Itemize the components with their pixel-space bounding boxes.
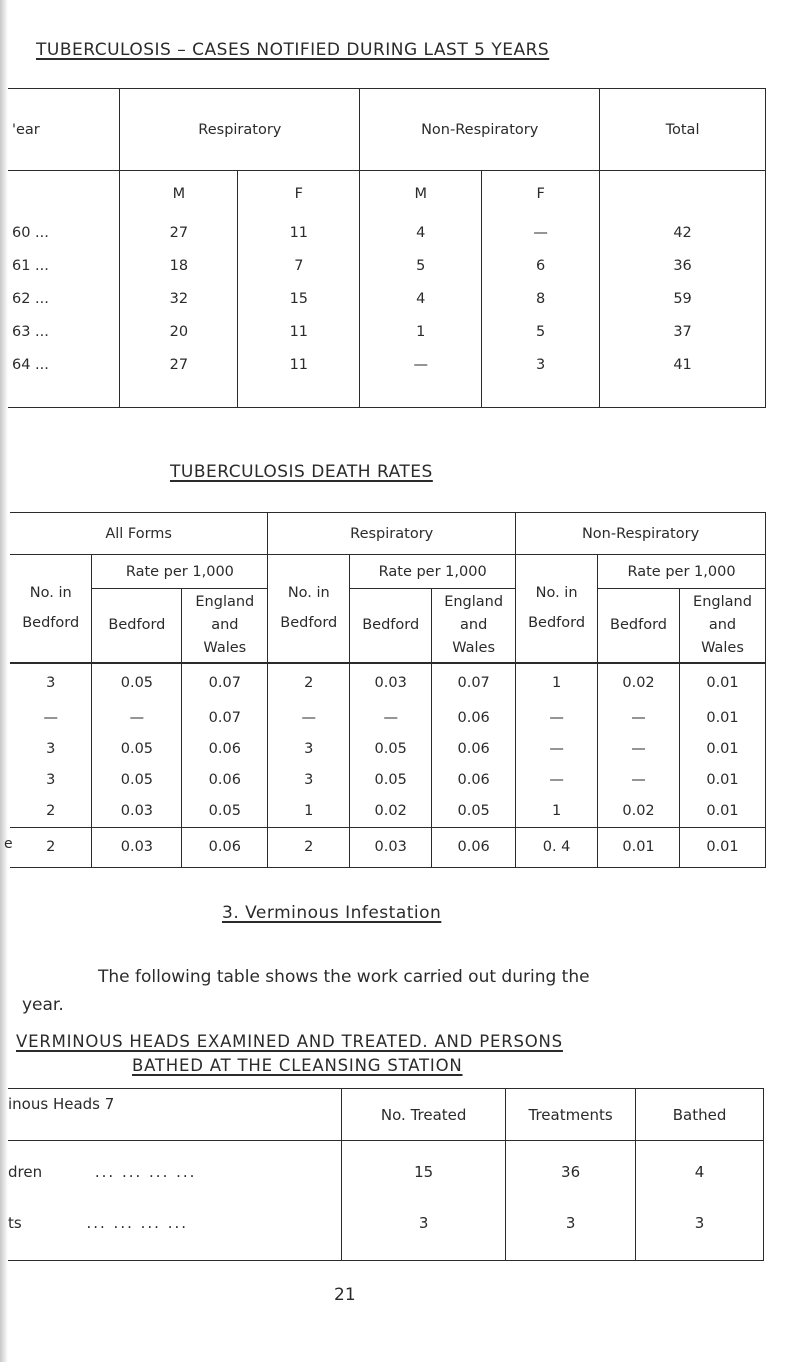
- nonresp-m-cell: 5: [360, 250, 482, 283]
- table-row: [10, 765, 766, 796]
- bedford-label: Bedford: [22, 615, 80, 632]
- and-label: and: [460, 616, 488, 633]
- nonresp-f-cell: 8: [482, 283, 600, 316]
- spacer-cell: [636, 1243, 764, 1261]
- leader-dots: ... ... ... ...: [94, 1162, 197, 1181]
- average-row: [10, 827, 766, 867]
- spacer-cell: [342, 1243, 506, 1261]
- no-in-label: No. in: [29, 585, 72, 602]
- year-cell: 64 ...: [8, 349, 120, 382]
- table-cell: 1: [516, 663, 598, 703]
- bathed-header: Bathed: [636, 1089, 764, 1141]
- no-in-label: No. in: [287, 585, 330, 602]
- nonresp-m-cell: 4: [360, 283, 482, 316]
- england-wales-header: [679, 589, 765, 663]
- table-cell: 0.05: [350, 734, 432, 765]
- england-label: England: [195, 593, 255, 610]
- table-cell: 0.05: [182, 796, 268, 828]
- resp-f-cell: 7: [238, 250, 360, 283]
- year-sub-blank: [8, 171, 120, 217]
- no-in-bedford-header: [268, 555, 350, 663]
- table-cell: 0.01: [679, 796, 765, 828]
- table-row: [8, 316, 766, 349]
- non-respiratory-header: Non-Respiratory: [360, 89, 600, 171]
- table-cell: 1: [516, 796, 598, 828]
- nonresp-m-header: M: [360, 171, 482, 217]
- table-cell: 0.07: [182, 703, 268, 734]
- year-cell: 60 ...: [8, 217, 120, 250]
- table-cell: [4, 827, 92, 867]
- nonresp-m-cell: —: [360, 349, 482, 382]
- death-rates-table: [4, 512, 766, 868]
- table-row: [8, 217, 766, 250]
- cases-notified-title: TUBERCULOSIS – CASES NOTIFIED DURING LAST 5 YEARS: [36, 40, 550, 60]
- table-cell: 0.07: [182, 663, 268, 703]
- nonresp-f-cell: —: [482, 217, 600, 250]
- row-label: dren: [8, 1162, 43, 1181]
- table-cell: 0.05: [432, 796, 516, 828]
- no-in-bedford-header: [516, 555, 598, 663]
- nonresp-m-cell: 4: [360, 217, 482, 250]
- resp-f-cell: 11: [238, 316, 360, 349]
- verminous-table: [8, 1088, 764, 1261]
- year-cell: 63 ...: [8, 316, 120, 349]
- table-cell: 0.06: [432, 703, 516, 734]
- spacer-cell: [8, 382, 120, 408]
- table-cell: 0.06: [432, 734, 516, 765]
- england-label: England: [693, 593, 752, 610]
- table-cell: 15: [342, 1141, 506, 1203]
- table-row: [8, 1203, 764, 1243]
- and-label: and: [211, 616, 239, 633]
- table-row: [10, 796, 766, 828]
- leader-dots: ... ... ... ...: [86, 1213, 189, 1232]
- total-cell: 36: [600, 250, 766, 283]
- year-cell: 62 ...: [8, 283, 120, 316]
- row-label-cell: [8, 1203, 342, 1243]
- table-cell: 0.03: [92, 827, 182, 867]
- wales-label: Wales: [203, 639, 247, 656]
- table-cell: 2: [268, 827, 350, 867]
- table-cell: 1: [268, 796, 350, 828]
- spacer-cell: [120, 382, 238, 408]
- paragraph-line-1: The following table shows the work carried out during the: [98, 967, 590, 987]
- table-row: [8, 1141, 764, 1203]
- death-rates-title: TUBERCULOSIS DEATH RATES: [170, 462, 433, 482]
- total-cell: 37: [600, 316, 766, 349]
- table-cell: 0.01: [679, 663, 765, 703]
- spacer-cell: [506, 1243, 636, 1261]
- table-cell: 3: [10, 765, 92, 796]
- spacer-cell: [600, 382, 766, 408]
- table-row: [8, 250, 766, 283]
- table-cell: 0.05: [350, 765, 432, 796]
- resp-f-cell: 11: [238, 217, 360, 250]
- england-wales-header: [432, 589, 516, 663]
- table-cell: 0.01: [679, 765, 765, 796]
- spacer-cell: [360, 382, 482, 408]
- table-cell: 3: [268, 734, 350, 765]
- nonresp-f-cell: 5: [482, 316, 600, 349]
- spacer-cell: [238, 382, 360, 408]
- total-header: Total: [600, 89, 766, 171]
- total-cell: 41: [600, 349, 766, 382]
- wales-label: Wales: [701, 639, 744, 656]
- resp-f-cell: 11: [238, 349, 360, 382]
- table-cell: 0.06: [182, 827, 268, 867]
- table-row: [10, 734, 766, 765]
- table-row: [10, 703, 766, 734]
- non-respiratory-header: Non-Respiratory: [516, 513, 766, 555]
- bedford-col-header: Bedford: [598, 589, 680, 663]
- nonresp-f-header: F: [482, 171, 600, 217]
- resp-f-header: F: [238, 171, 360, 217]
- table-cell: 3: [636, 1203, 764, 1243]
- nonresp-f-cell: 6: [482, 250, 600, 283]
- spacer-cell: [482, 382, 600, 408]
- respiratory-header: Respiratory: [268, 513, 516, 555]
- table-cell: 0.06: [432, 827, 516, 867]
- bedford-col-header: Bedford: [350, 589, 432, 663]
- table-cell: 0.06: [432, 765, 516, 796]
- total-cell: 59: [600, 283, 766, 316]
- no-in-bedford-header: [10, 555, 92, 663]
- resp-m-cell: 27: [120, 217, 238, 250]
- nonresp-f-cell: 3: [482, 349, 600, 382]
- england-label: England: [444, 593, 504, 610]
- resp-m-cell: 20: [120, 316, 238, 349]
- table-cell: 0.01: [679, 734, 765, 765]
- rate-header: Rate per 1,000: [350, 555, 516, 589]
- table-cell: 0.02: [598, 796, 680, 828]
- cases-notified-table: [8, 88, 766, 408]
- table-cell: 0.02: [598, 663, 680, 703]
- table-cell: 0.06: [182, 734, 268, 765]
- table-cell: 0.07: [432, 663, 516, 703]
- nonresp-m-cell: 1: [360, 316, 482, 349]
- first-header: inous Heads 7: [8, 1089, 342, 1141]
- row-label-cell: [8, 1141, 342, 1203]
- spacer-cell: [8, 1243, 342, 1261]
- table-cell: 3: [10, 734, 92, 765]
- verminous-heading: 3. Verminous Infestation: [222, 903, 442, 923]
- table-cell: 0.01: [598, 827, 680, 867]
- respiratory-header: Respiratory: [120, 89, 360, 171]
- table-cell: 0.05: [92, 734, 182, 765]
- table-cell: —: [516, 734, 598, 765]
- verminous-table-title-1: VERMINOUS HEADS EXAMINED AND TREATED. AND PERSONS: [16, 1032, 563, 1051]
- table-cell: —: [516, 703, 598, 734]
- table-cell: 3: [10, 663, 92, 703]
- table-cell: 3: [506, 1203, 636, 1243]
- total-cell: 42: [600, 217, 766, 250]
- table-row: [8, 283, 766, 316]
- table-cell: 0.03: [92, 796, 182, 828]
- bedford-label: Bedford: [280, 615, 338, 632]
- rate-header: Rate per 1,000: [598, 555, 766, 589]
- table-cell: —: [350, 703, 432, 734]
- resp-f-cell: 15: [238, 283, 360, 316]
- all-forms-header: All Forms: [10, 513, 268, 555]
- table-cell: 3: [342, 1203, 506, 1243]
- table-row: [8, 349, 766, 382]
- rate-header: Rate per 1,000: [92, 555, 268, 589]
- page-edge: [0, 0, 8, 1362]
- table-cell: —: [598, 703, 680, 734]
- table-cell: 0.05: [92, 765, 182, 796]
- table-cell: —: [92, 703, 182, 734]
- resp-m-cell: 18: [120, 250, 238, 283]
- table-cell: —: [598, 765, 680, 796]
- row-label-fragment: e: [4, 835, 13, 852]
- no-treated-header: No. Treated: [342, 1089, 506, 1141]
- resp-m-header: M: [120, 171, 238, 217]
- row-label: ts: [8, 1213, 22, 1232]
- table-cell: 0. 4: [516, 827, 598, 867]
- bedford-label: Bedford: [528, 615, 586, 632]
- treatments-header: Treatments: [506, 1089, 636, 1141]
- table-cell: 0.05: [92, 663, 182, 703]
- total-sub-blank: [600, 171, 766, 217]
- table-cell: 4: [636, 1141, 764, 1203]
- table-cell: 3: [268, 765, 350, 796]
- table-cell: 2: [268, 663, 350, 703]
- table-row: [10, 663, 766, 703]
- table-cell: 0.01: [679, 827, 765, 867]
- table-cell: 0.03: [350, 827, 432, 867]
- year-cell: 61 ...: [8, 250, 120, 283]
- wales-label: Wales: [452, 639, 496, 656]
- table-cell: 36: [506, 1141, 636, 1203]
- table-cell: 0.02: [350, 796, 432, 828]
- england-wales-header: [182, 589, 268, 663]
- table-cell: 2: [10, 796, 92, 828]
- table-cell: 0.03: [350, 663, 432, 703]
- and-label: and: [708, 616, 737, 633]
- resp-m-cell: 32: [120, 283, 238, 316]
- table-cell: —: [516, 765, 598, 796]
- table-cell: 0.01: [679, 703, 765, 734]
- resp-m-cell: 27: [120, 349, 238, 382]
- table-cell: 0.06: [182, 765, 268, 796]
- table-cell: —: [268, 703, 350, 734]
- verminous-table-title-2: BATHED AT THE CLEANSING STATION: [132, 1056, 463, 1075]
- paragraph-line-2: year.: [22, 995, 64, 1015]
- year-header: 'ear: [8, 89, 120, 171]
- table-cell: —: [598, 734, 680, 765]
- table-cell: —: [10, 703, 92, 734]
- bedford-col-header: Bedford: [92, 589, 182, 663]
- no-in-label: No. in: [535, 585, 578, 602]
- cell-value: 2: [46, 839, 56, 855]
- page-number: 21: [334, 1285, 356, 1305]
